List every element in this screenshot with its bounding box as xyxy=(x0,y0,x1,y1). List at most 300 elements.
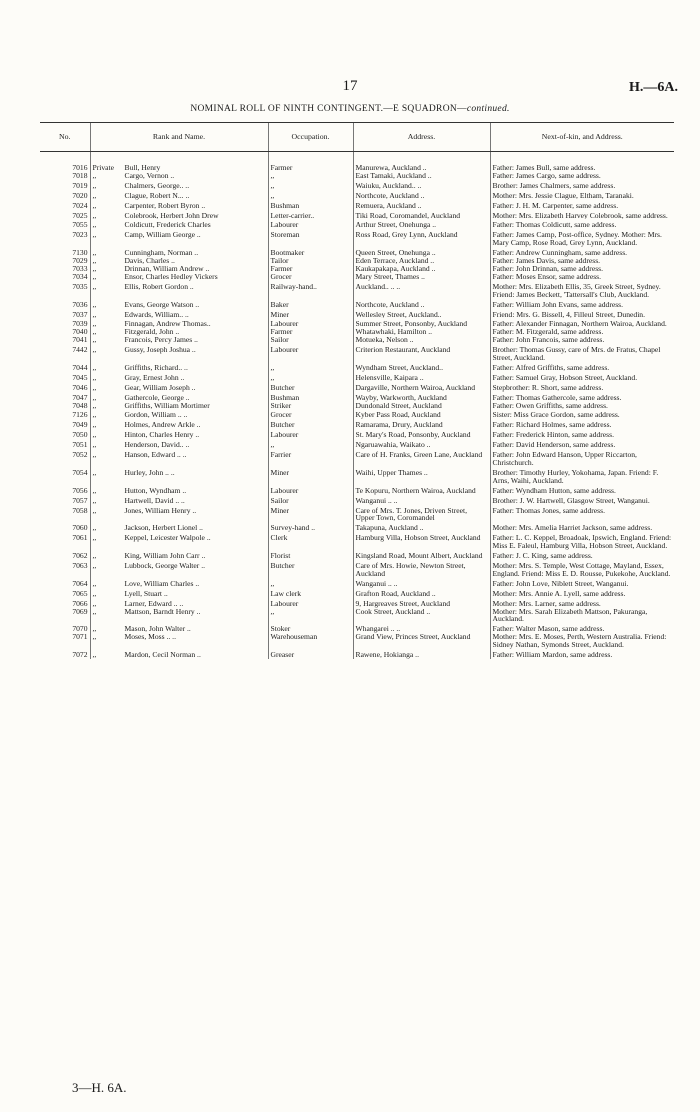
nominal-roll-table xyxy=(40,122,674,659)
roll-heading xyxy=(0,104,700,114)
table-row xyxy=(40,495,674,505)
rank: ,, xyxy=(92,533,97,543)
soldier-name: Camp, William George .. xyxy=(124,230,201,240)
rank-and-name xyxy=(90,588,268,598)
rank: Private xyxy=(92,163,115,172)
address: Kaukapakapa, Auckland .. xyxy=(353,265,490,273)
address: Wellesley Street, Auckland.. xyxy=(353,309,490,319)
rank: ,, xyxy=(92,171,97,180)
next-of-kin: Father: Andrew Cunningham, same address. xyxy=(490,247,674,257)
occupation: Stoker xyxy=(268,623,353,633)
table-row xyxy=(40,200,674,210)
occupation: Bushman xyxy=(268,200,353,210)
soldier-number: 7063 xyxy=(72,560,88,570)
rank-and-name xyxy=(90,273,268,281)
rank: ,, xyxy=(92,281,97,291)
soldier-number: 7055 xyxy=(72,220,88,230)
next-of-kin: Father: Frederick Hinton, same address. xyxy=(490,429,674,439)
occupation: Florist xyxy=(268,550,353,560)
soldier-number: 7044 xyxy=(72,362,88,372)
rank: ,, xyxy=(92,633,97,642)
soldier-name: Gray, Ernest John .. xyxy=(124,372,185,382)
rank-and-name xyxy=(90,247,268,257)
table-row xyxy=(40,505,674,523)
address: Care of Mrs. Howie, Newton Street, Auckland xyxy=(353,560,490,578)
soldier-number: 7018 xyxy=(72,171,88,180)
address: Kingsland Road, Mount Albert, Auckland xyxy=(353,550,490,560)
table-row xyxy=(40,449,674,467)
rank: ,, xyxy=(92,450,97,460)
table-row xyxy=(40,522,674,532)
occupation: ,, xyxy=(268,372,353,382)
rank-and-name xyxy=(90,649,268,659)
rank-and-name xyxy=(90,281,268,299)
occupation: Butcher xyxy=(268,382,353,392)
rank: ,, xyxy=(92,272,97,281)
table-row xyxy=(40,633,674,649)
soldier-number: 7033 xyxy=(72,264,88,273)
soldier-number: 7024 xyxy=(72,200,88,210)
table-row xyxy=(40,180,674,190)
rank: ,, xyxy=(92,624,97,634)
rank-and-name xyxy=(90,608,268,624)
occupation: ,, xyxy=(268,190,353,200)
table-row xyxy=(40,229,674,247)
soldier-name: Henderson, David.. .. xyxy=(124,440,190,450)
rank: ,, xyxy=(92,467,97,477)
soldier-name: Griffiths, William Mortimer xyxy=(124,401,210,410)
soldier-number: 7054 xyxy=(72,467,88,477)
address: St. Mary's Road, Ponsonby, Auckland xyxy=(353,429,490,439)
soldier-name: Larner, Edward .. .. xyxy=(124,598,184,608)
address: Criterion Restaurant, Auckland xyxy=(353,344,490,362)
occupation: ,, xyxy=(268,362,353,372)
soldier-number: 7066 xyxy=(72,598,88,608)
rank-and-name xyxy=(90,560,268,578)
column-header-occupation: Occupation. xyxy=(268,123,353,152)
rank-and-name xyxy=(90,449,268,467)
next-of-kin: Father: John Love, Niblett Street, Wanganui. xyxy=(490,578,674,588)
next-of-kin: Father: William John Evans, same address. xyxy=(490,299,674,309)
rank: ,, xyxy=(92,362,97,372)
occupation: Storeman xyxy=(268,229,353,247)
soldier-name: Love, William Charles .. xyxy=(124,578,200,588)
soldier-name: Chalmers, George.. .. xyxy=(124,180,190,190)
rank: ,, xyxy=(92,230,97,240)
soldier-number: 7051 xyxy=(72,440,88,450)
address: Northcote, Auckland .. xyxy=(353,299,490,309)
table-row xyxy=(40,247,674,257)
address: Dargaville, Northern Wairoa, Auckland xyxy=(353,382,490,392)
address: Waiuku, Auckland.. .. xyxy=(353,180,490,190)
next-of-kin: Mother: Mrs. Larner, same address. xyxy=(490,598,674,608)
soldier-name: Hanson, Edward .. .. xyxy=(124,450,187,460)
soldier-number: 7052 xyxy=(72,450,88,460)
table-row xyxy=(40,336,674,344)
next-of-kin: Mother: Mrs. Sarah Elizabeth Mattson, Pakuranga, Auckland. xyxy=(490,608,674,624)
table-row xyxy=(40,550,674,560)
soldier-name: Jones, William Henry .. xyxy=(124,505,197,515)
rank-and-name xyxy=(90,344,268,362)
address: Care of H. Franks, Green Lane, Auckland xyxy=(353,449,490,467)
next-of-kin: Mother: Mrs. Amelia Harriet Jackson, same address. xyxy=(490,522,674,532)
rank: ,, xyxy=(92,392,97,402)
address: Motueka, Nelson .. xyxy=(353,336,490,344)
rank: ,, xyxy=(92,420,97,430)
address: Te Kopuru, Northern Wairoa, Auckland xyxy=(353,485,490,495)
rank-and-name xyxy=(90,419,268,429)
soldier-number: 7050 xyxy=(72,430,88,440)
table-row xyxy=(40,560,674,578)
soldier-number: 7029 xyxy=(72,257,88,265)
soldier-name: Cargo, Vernon .. xyxy=(124,171,175,180)
rank: ,, xyxy=(92,257,97,265)
soldier-name: King, William John Carr .. xyxy=(124,551,206,560)
rank: ,, xyxy=(92,220,97,230)
soldier-number: 7046 xyxy=(72,382,88,392)
address: East Tamaki, Auckland .. xyxy=(353,172,490,180)
rank-and-name xyxy=(90,485,268,495)
rank: ,, xyxy=(92,345,97,355)
address: Wanganui .. .. xyxy=(353,578,490,588)
table-row xyxy=(40,190,674,200)
rank: ,, xyxy=(92,410,97,420)
next-of-kin: Father: Samuel Gray, Hobson Street, Auckland. xyxy=(490,372,674,382)
rank: ,, xyxy=(92,372,97,382)
address: Northcote, Auckland .. xyxy=(353,190,490,200)
soldier-name: Davis, Charles .. xyxy=(124,257,175,265)
rank-and-name xyxy=(90,265,268,273)
soldier-name: Hartwell, David .. .. xyxy=(124,495,185,505)
next-of-kin: Father: James Bull, same address. xyxy=(490,152,674,172)
soldier-number: 7019 xyxy=(72,180,88,190)
table-row xyxy=(40,578,674,588)
next-of-kin: Father: David Henderson, same address. xyxy=(490,439,674,449)
next-of-kin: Mother: Mrs. E. Moses, Perth, Western Australia. Friend: Sidney Nathan, Symonds Street, Auckland. xyxy=(490,633,674,649)
rank: ,, xyxy=(92,607,97,616)
occupation: Law clerk xyxy=(268,588,353,598)
soldier-number: 7035 xyxy=(72,281,88,291)
next-of-kin: Sister: Miss Grace Gordon, same address. xyxy=(490,409,674,419)
occupation: Letter-carrier.. xyxy=(268,210,353,220)
address: Arthur Street, Onehunga .. xyxy=(353,219,490,229)
next-of-kin: Mother: Mrs. Elizabeth Ellis, 35, Greek Street, Sydney. Friend: James Beckett, 'Tattersall's Club, Auckland. xyxy=(490,281,674,299)
rank-and-name xyxy=(90,190,268,200)
soldier-name: Lyell, Stuart .. xyxy=(124,588,168,598)
address: Ramarama, Drury, Auckland xyxy=(353,419,490,429)
soldier-number: 7126 xyxy=(72,410,88,420)
address: Care of Mrs. T. Jones, Driven Street, Upper Town, Coromandel xyxy=(353,505,490,523)
rank: ,, xyxy=(92,200,97,210)
table-row xyxy=(40,439,674,449)
table-row xyxy=(40,281,674,299)
occupation: ,, xyxy=(268,439,353,449)
rank-and-name xyxy=(90,439,268,449)
occupation: Labourer xyxy=(268,318,353,328)
table-header-row xyxy=(40,123,674,152)
occupation: Labourer xyxy=(268,344,353,362)
soldier-name: Edwards, William.. .. xyxy=(124,309,189,319)
next-of-kin: Brother: Thomas Gussy, care of Mrs. de Fratus, Chapel Street, Auckland. xyxy=(490,344,674,362)
address: Wyndham Street, Auckland.. xyxy=(353,362,490,372)
soldier-number: 7049 xyxy=(72,420,88,430)
soldier-name: Clague, Robert N... .. xyxy=(124,190,190,200)
soldier-name: Hinton, Charles Henry .. xyxy=(124,430,200,440)
soldier-number: 7034 xyxy=(72,272,88,281)
rank: ,, xyxy=(92,401,97,410)
address: 9, Hargreaves Street, Auckland xyxy=(353,598,490,608)
rank-and-name xyxy=(90,392,268,402)
table-row xyxy=(40,309,674,319)
soldier-name: Finnagan, Andrew Thomas.. xyxy=(124,319,211,329)
soldier-name: Coldicutt, Frederick Charles xyxy=(124,220,211,230)
rank: ,, xyxy=(92,180,97,190)
rank: ,, xyxy=(92,485,97,495)
soldier-name: Hutton, Wyndham .. xyxy=(124,485,187,495)
occupation: Grocer xyxy=(268,409,353,419)
occupation: Sailor xyxy=(268,336,353,344)
table-row xyxy=(40,429,674,439)
address: Takapuna, Auckland .. xyxy=(353,522,490,532)
soldier-name: Gordon, William .. .. xyxy=(124,410,188,420)
soldier-name: Gear, William Joseph .. xyxy=(124,382,196,392)
soldier-name: Hurley, John .. .. xyxy=(124,467,175,477)
column-header-next-of-kin: Next-of-kin, and Address. xyxy=(490,123,674,152)
occupation: Sailor xyxy=(268,495,353,505)
address: Whatawhaki, Hamilton .. xyxy=(353,328,490,336)
soldier-name: Mattson, Barndt Henry .. xyxy=(124,607,201,616)
table-row xyxy=(40,273,674,281)
address: Eden Terrace, Auckland .. xyxy=(353,257,490,265)
address: Tiki Road, Coromandel, Auckland xyxy=(353,210,490,220)
soldier-number: 7057 xyxy=(72,495,88,505)
next-of-kin: Father: Thomas Gathercole, same address. xyxy=(490,392,674,402)
rank-and-name xyxy=(90,372,268,382)
occupation: ,, xyxy=(268,180,353,190)
soldier-name: Mason, John Walter .. xyxy=(124,624,191,634)
soldier-number: 7048 xyxy=(72,401,88,410)
rank-and-name xyxy=(90,598,268,608)
table-row xyxy=(40,344,674,362)
rank: ,, xyxy=(92,440,97,450)
occupation: ,, xyxy=(268,578,353,588)
soldier-name: Lubbock, George Walter .. xyxy=(124,560,206,570)
roll-body xyxy=(40,152,674,659)
rank: ,, xyxy=(92,309,97,319)
soldier-name: Cunningham, Norman .. xyxy=(124,248,199,258)
next-of-kin: Father: L. C. Keppel, Broadoak, Ipswich, England. Friend: Miss E. Faleul, Hamburg Villa, Hobson Street, Auckland. xyxy=(490,532,674,550)
occupation: Tailor xyxy=(268,257,353,265)
soldier-name: Evans, George Watson .. xyxy=(124,299,200,309)
next-of-kin: Father: Walter Mason, same address. xyxy=(490,623,674,633)
rank-and-name xyxy=(90,495,268,505)
soldier-number: 7036 xyxy=(72,299,88,309)
address: Whangarei .. .. xyxy=(353,623,490,633)
next-of-kin: Brother: J. W. Hartwell, Glasgow Street, Wanganui. xyxy=(490,495,674,505)
soldier-name: Drinnan, William Andrew .. xyxy=(124,264,210,273)
rank-and-name xyxy=(90,219,268,229)
table-row xyxy=(40,318,674,328)
soldier-name: Ensor, Charles Hedley Vickers xyxy=(124,272,218,281)
soldier-number: 7025 xyxy=(72,210,88,220)
occupation: ,, xyxy=(268,608,353,624)
next-of-kin: Father: Wyndham Hutton, same address. xyxy=(490,485,674,495)
table-row xyxy=(40,588,674,598)
occupation: Labourer xyxy=(268,219,353,229)
occupation: Miner xyxy=(268,309,353,319)
next-of-kin: Father: James Davis, same address. xyxy=(490,257,674,265)
page-number: 17 xyxy=(342,78,358,94)
table-row xyxy=(40,299,674,309)
address: Ngaruawahia, Waikato .. xyxy=(353,439,490,449)
next-of-kin: Father: James Cargo, same address. xyxy=(490,172,674,180)
rank-and-name xyxy=(90,336,268,344)
occupation: Bootmaker xyxy=(268,247,353,257)
soldier-number: 7130 xyxy=(72,248,88,258)
occupation: Greaser xyxy=(268,649,353,659)
address: Remuera, Auckland .. xyxy=(353,200,490,210)
rank-and-name xyxy=(90,309,268,319)
rank-and-name xyxy=(90,152,268,172)
soldier-number: 7037 xyxy=(72,309,88,319)
rank-and-name xyxy=(90,318,268,328)
soldier-name: Gathercole, George .. xyxy=(124,392,190,402)
soldier-number: 7020 xyxy=(72,190,88,200)
rank-and-name xyxy=(90,328,268,336)
rank: ,, xyxy=(92,190,97,200)
soldier-number: 7069 xyxy=(72,607,88,616)
table-row xyxy=(40,532,674,550)
table-row xyxy=(40,210,674,220)
occupation: Labourer xyxy=(268,429,353,439)
next-of-kin: Brother: Timothy Hurley, Yokohama, Japan. Friend: F. Arns, Waihi, Auckland. xyxy=(490,467,674,485)
rank: ,, xyxy=(92,523,97,533)
rank: ,, xyxy=(92,560,97,570)
rank: ,, xyxy=(92,248,97,258)
address: Wayby, Warkworth, Auckland xyxy=(353,392,490,402)
address: Summer Street, Ponsonby, Auckland xyxy=(353,318,490,328)
rank-and-name xyxy=(90,409,268,419)
occupation: Labourer xyxy=(268,598,353,608)
table-row xyxy=(40,382,674,392)
soldier-name: Colebrook, Herbert John Drew xyxy=(124,210,219,220)
table-row xyxy=(40,623,674,633)
table-row xyxy=(40,372,674,382)
page-footer: 3—H. 6A. xyxy=(72,1080,127,1095)
rank: ,, xyxy=(92,210,97,220)
soldier-number: 7039 xyxy=(72,319,88,329)
soldier-name: Francois, Percy James .. xyxy=(124,336,198,345)
roll-title: NOMINAL ROLL OF NINTH CONTINGENT.—E SQUADRON— xyxy=(190,104,467,114)
next-of-kin: Brother: James Chalmers, same address. xyxy=(490,180,674,190)
rank-and-name xyxy=(90,200,268,210)
occupation: Miner xyxy=(268,505,353,523)
soldier-name: Gussy, Joseph Joshua .. xyxy=(124,345,196,355)
occupation: Railway-hand.. xyxy=(268,281,353,299)
table-row xyxy=(40,419,674,429)
soldier-name: Bull, Henry xyxy=(124,163,161,172)
rank-and-name xyxy=(90,180,268,190)
occupation: Labourer xyxy=(268,485,353,495)
next-of-kin: Mother: Mrs. Elizabeth Harvey Colebrook, same address. xyxy=(490,210,674,220)
soldier-number: 7045 xyxy=(72,372,88,382)
occupation: Farrier xyxy=(268,449,353,467)
next-of-kin: Mother: Mrs. Jessie Clague, Eltham, Taranaki. xyxy=(490,190,674,200)
address: Wanganui .. .. xyxy=(353,495,490,505)
soldier-number: 7065 xyxy=(72,588,88,598)
occupation: ,, xyxy=(268,172,353,180)
next-of-kin: Mother: Mrs. Annie A. Lyell, same address. xyxy=(490,588,674,598)
rank-and-name xyxy=(90,172,268,180)
rank: ,, xyxy=(92,505,97,515)
column-header-rank-name: Rank and Name. xyxy=(90,123,268,152)
next-of-kin: Father: Alexander Finnagan, Northern Wairoa, Auckland. xyxy=(490,318,674,328)
rank: ,, xyxy=(92,382,97,392)
soldier-number: 7040 xyxy=(72,328,88,337)
next-of-kin: Father: James Camp, Post-office, Sydney. Mother: Mrs. Mary Camp, Rose Road, Grey Lynn, Auckland. xyxy=(490,229,674,247)
rank-and-name xyxy=(90,429,268,439)
next-of-kin: Mother: Mrs. S. Temple, West Cottage, Mayland, Essex, England. Friend: Miss E. D. Rousse, Pukekohe, Auckland. xyxy=(490,560,674,578)
occupation: Survey-hand .. xyxy=(268,522,353,532)
column-header-no: No. xyxy=(40,123,90,152)
next-of-kin: Father: Thomas Coldicutt, same address. xyxy=(490,219,674,229)
address: Grand View, Princes Street, Auckland xyxy=(353,633,490,649)
table-row xyxy=(40,467,674,485)
rank-and-name xyxy=(90,257,268,265)
table-row xyxy=(40,409,674,419)
soldier-name: Griffiths, Richard.. .. xyxy=(124,362,188,372)
occupation: Grocer xyxy=(268,273,353,281)
occupation: Butcher xyxy=(268,419,353,429)
address: Helensville, Kaipara .. xyxy=(353,372,490,382)
table-row xyxy=(40,172,674,180)
address: Grafton Road, Auckland .. xyxy=(353,588,490,598)
soldier-name: Moses, Moss .. .. xyxy=(124,633,176,642)
rank: ,, xyxy=(92,299,97,309)
address: Ross Road, Grey Lynn, Auckland xyxy=(353,229,490,247)
rank-and-name xyxy=(90,210,268,220)
rank: ,, xyxy=(92,650,97,659)
rank: ,, xyxy=(92,588,97,598)
next-of-kin: Father: William Mardon, same address. xyxy=(490,649,674,659)
soldier-number: 7072 xyxy=(72,650,88,659)
next-of-kin: Father: Richard Holmes, same address. xyxy=(490,419,674,429)
next-of-kin: Father: Moses Ensor, same address. xyxy=(490,273,674,281)
soldier-name: Fitzgerald, John .. xyxy=(124,328,180,337)
occupation: Farmer xyxy=(268,328,353,336)
table-row xyxy=(40,485,674,495)
rank-and-name xyxy=(90,633,268,649)
rank-and-name xyxy=(90,532,268,550)
soldier-number: 7041 xyxy=(72,336,88,345)
rank: ,, xyxy=(92,328,97,337)
rank: ,, xyxy=(92,264,97,273)
table-row xyxy=(40,649,674,659)
rank-and-name xyxy=(90,299,268,309)
table-row xyxy=(40,219,674,229)
rank: ,, xyxy=(92,578,97,588)
next-of-kin: Father: John Drinnan, same address. xyxy=(490,265,674,273)
next-of-kin: Father: Thomas Jones, same address. xyxy=(490,505,674,523)
rank-and-name xyxy=(90,505,268,523)
roll-title-suffix: continued. xyxy=(466,104,510,114)
next-of-kin: Friend: Mrs. G. Bissell, 4, Filleul Street, Dunedin. xyxy=(490,309,674,319)
next-of-kin: Father: J. C. King, same address. xyxy=(490,550,674,560)
rank-and-name xyxy=(90,362,268,372)
address: Rawene, Hokianga .. xyxy=(353,649,490,659)
soldier-number: 7047 xyxy=(72,392,88,402)
next-of-kin: Father: M. Fitzgerald, same address. xyxy=(490,328,674,336)
